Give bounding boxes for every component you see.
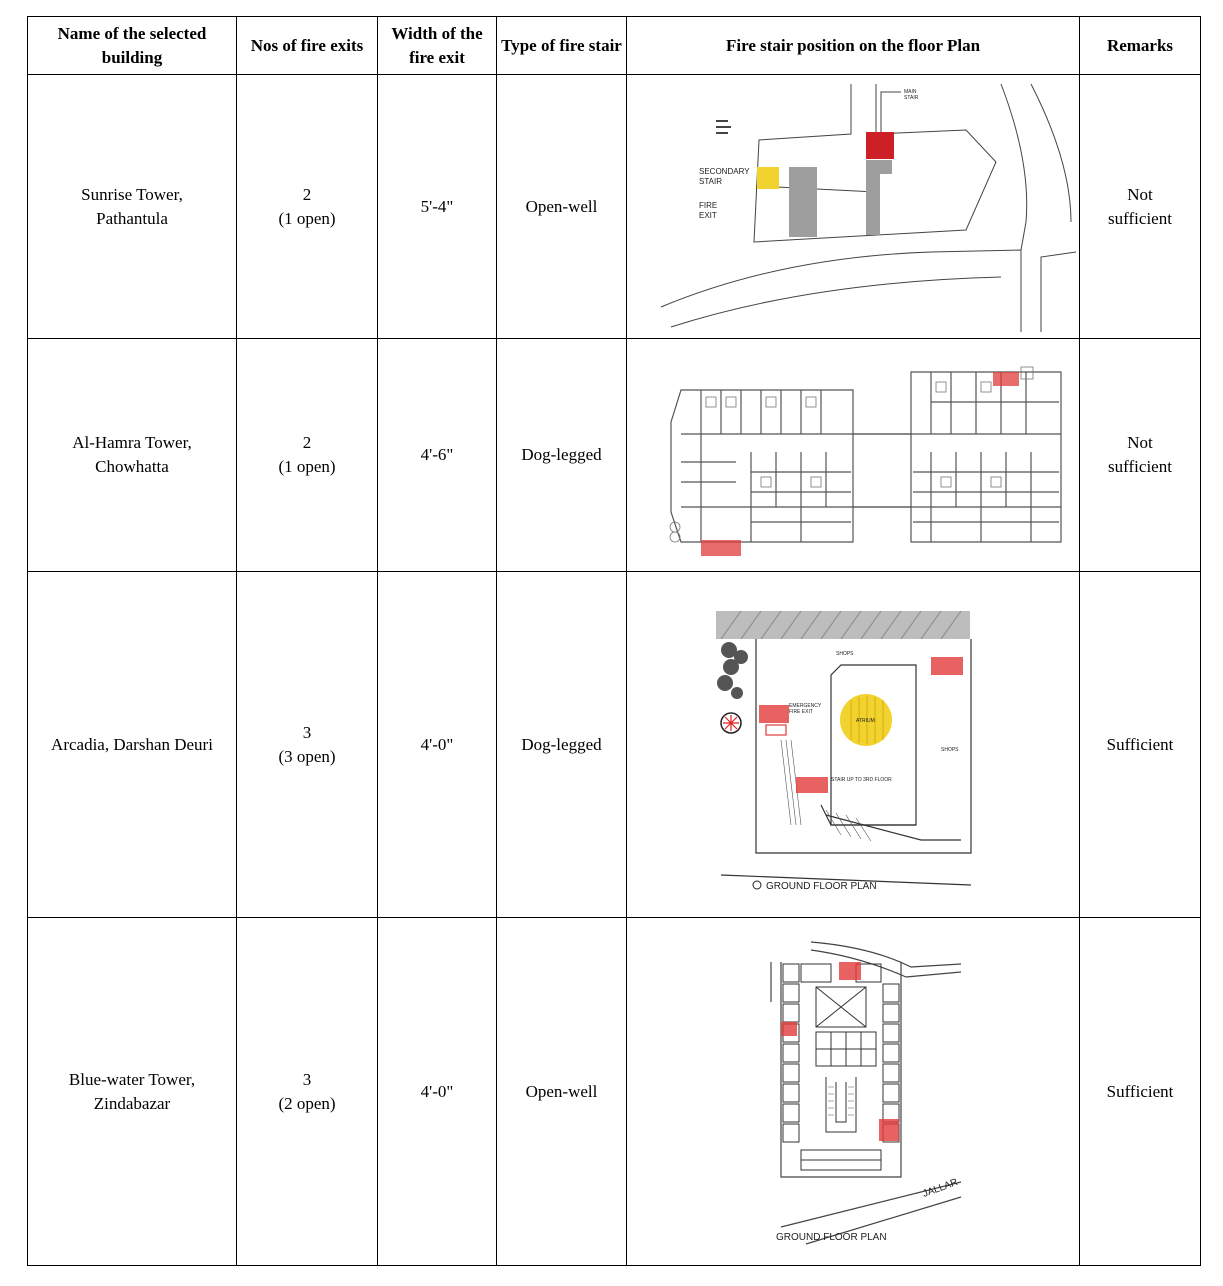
header-floor-plan: Fire stair position on the floor Plan [627, 17, 1080, 75]
header-exit-width: Width of the fire exit [378, 17, 497, 75]
fire-exit-marker [759, 705, 789, 723]
floor-plan-drawing [631, 922, 1076, 1262]
remarks: Sufficient [1080, 572, 1201, 918]
header-fire-exits: Nos of fire exits [237, 17, 378, 75]
building-name: Blue-water Tower, Zindabazar [28, 918, 237, 1266]
floor-plan-drawing [631, 575, 1076, 915]
label-ground-floor: GROUND FLOOR PLAN [765, 880, 877, 892]
fire-exit-marker [931, 657, 963, 675]
stair-type: Open-well [497, 918, 627, 1266]
fire-exit-marker [796, 777, 828, 793]
stair-type: Open-well [497, 75, 627, 339]
building-name: Al-Hamra Tower, Chowhatta [28, 339, 237, 572]
remarks: Sufficient [1080, 918, 1201, 1266]
floor-plan-sunrise [627, 75, 1080, 339]
label-atrium: ATRIUM [855, 717, 875, 724]
fire-exit-count: 3 (2 open) [237, 918, 378, 1266]
label-secondary-stair: STAIR [698, 176, 722, 186]
label-shops: SHOPS [940, 746, 959, 753]
table-row [28, 918, 1201, 1266]
fire-exit-count: 3 (3 open) [237, 572, 378, 918]
exit-width: 5'-4" [378, 75, 497, 339]
stair-type: Dog-legged [497, 572, 627, 918]
north-icon [753, 881, 761, 889]
label-main-stair: MAIN [903, 88, 916, 95]
table-row [28, 75, 1201, 339]
header-remarks: Remarks [1080, 17, 1201, 75]
fire-exit-marker [993, 372, 1019, 386]
table-row [28, 339, 1201, 572]
label-emergency: FIRE EXIT [788, 708, 813, 715]
fire-exit-table [27, 16, 1201, 1266]
fire-exit-marker [879, 1119, 899, 1141]
label-ground-floor: GROUND FLOOR PLAN [775, 1231, 887, 1243]
exit-width: 4'-6" [378, 339, 497, 572]
fire-exit-count: 2 (1 open) [237, 75, 378, 339]
road-hatch [716, 611, 970, 639]
label-fire-exit: FIRE [698, 200, 717, 210]
table-row [28, 572, 1201, 918]
remarks: Not sufficient [1080, 339, 1201, 572]
label-stair-up: STAIR UP TO 3RD FLOOR [830, 776, 892, 783]
exit-width: 4'-0" [378, 572, 497, 918]
building-name: Arcadia, Darshan Deuri [28, 572, 237, 918]
header-row [28, 17, 1201, 75]
stair-type: Dog-legged [497, 339, 627, 572]
fire-exit-count: 2 (1 open) [237, 339, 378, 572]
fire-exit-marker [839, 962, 861, 980]
remarks: Not sufficient [1080, 75, 1201, 339]
floor-plan-al-hamra [627, 339, 1080, 572]
fire-exit-marker [701, 540, 741, 556]
floor-plan-drawing [631, 82, 1076, 332]
label-secondary-stair: SECONDARY [698, 166, 750, 176]
label-fire-exit: EXIT [698, 210, 717, 220]
label-main-stair: STAIR [903, 94, 918, 101]
stair-block [876, 160, 892, 174]
exit-width: 4'-0" [378, 918, 497, 1266]
main-stair-marker [866, 132, 894, 159]
floor-plan-bluewater [627, 918, 1080, 1266]
label-emergency: EMERGENCY [788, 702, 821, 709]
stair-block [789, 167, 817, 237]
label-shops: SHOPS [835, 650, 854, 657]
header-stair-type: Type of fire stair [497, 17, 627, 75]
label-road: JALLAR [920, 1176, 960, 1200]
header-building-name: Name of the selected building [28, 17, 237, 75]
building-name: Sunrise Tower, Pathantula [28, 75, 237, 339]
floor-plan-arcadia [627, 572, 1080, 918]
secondary-stair-marker [757, 167, 779, 189]
fire-exit-marker [781, 1022, 797, 1036]
floor-plan-drawing [631, 342, 1076, 568]
